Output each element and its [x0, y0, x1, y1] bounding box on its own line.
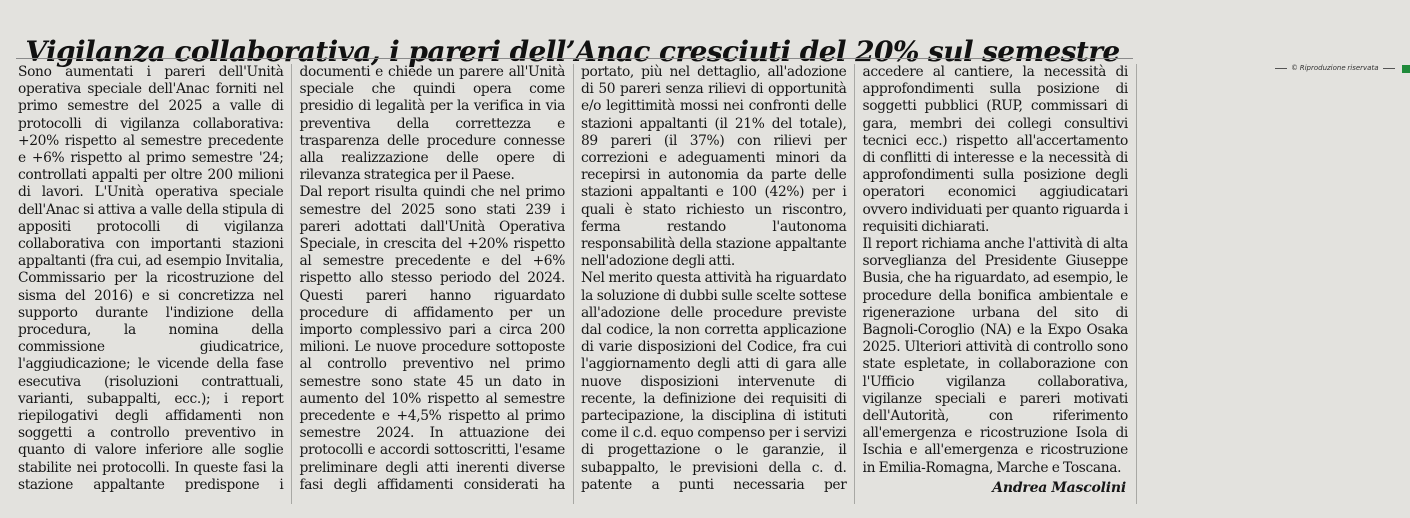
copyright-notice: [1144, 64, 1410, 73]
copyright-text: © Riproduzione riservata: [1290, 64, 1379, 72]
article-paragraph-3: Nel merito questa attività ha riguardato la soluzione di dubbi sulle scelte sottese all'adozione delle procedure previste dal codice, la non corretta applicazione di varie disposizioni del Codice, fra cui l'aggiornamento degli atti di gara alle nuove disposizioni intervenute di recente, la definizione dei requisiti di partecipazione, la disciplina di istituti come il c.d. equo compenso per i servizi di progettazione o le garanzie, il subappalto, le previsioni della c. d. patente a punti necessaria per accedere al cantiere, la necessità di approfondimenti sulla posizione di soggetti pubblici (RUP, commissari di gara, membri dei collegi consultivi tecnici ecc.) rispetto all'accertamento di conflitti di interesse e la necessità di approfondimenti sulla posizione degli operatori economici aggiudicatari ovvero individuati per quanto riguarda i requisiti dichiarati.: [581, 64, 1128, 493]
article-body: [18, 64, 1379, 504]
article-paragraph-2: Dal report risulta quindi che nel primo semestre del 2025 sono stati 239 i pareri adottati dall'Unità Operativa Speciale, in crescita del +20% rispetto al semestre precedente e del +6% rispetto allo stesso periodo del 2024. Questi pareri hanno riguardato procedure di affidamento per un importo complessivo pari a circa 200 milioni. Le nuove procedure sottoposte al controllo preventivo nel primo semestre sono state 45 un dato in aumento del 10% rispetto al semestre precedente e +4,5% rispetto al primo semestre 2024. In attuazione dei protocolli e accordi sottoscritti, l'esame preliminare degli atti inerenti diverse fasi degli affidamenti considerati ha portato, più nel dettaglio, all'adozione di 50 pareri senza rilievi di opportunità e/o legittimità mossi nei confronti delle stazioni appaltanti (il 21% del totale), 89 pareri (il 37%) con rilievi per correzioni e adeguamenti minori da recepirsi in autonomia da parte delle stazioni appaltanti e 100 (42%) per i quali è stato richiesto un riscontro, ferma restando l'autonoma responsabilità della stazione appaltante nell'adozione degli atti.: [299, 64, 847, 493]
copyright-dash: [1275, 68, 1287, 69]
article-headline: Vigilanza collaborativa, i pareri dell’Anac cresciuti del 20% sul semestre: [25, 35, 1120, 69]
article-paragraph-4: Il report richiama anche l'attività di alta sorveglianza del Presidente Giuseppe Busia, che ha riguardato, ad esempio, le procedure della bonifica ambientale e rigenerazione urbana del sito di Bagnoli-Coroglio (NA) e la Expo Osaka 2025. Ulteriori attività di controllo sono state espletate, in collaborazione con l'Ufficio vigilanza collaborativa, vigilanze speciali e pareri motivati dell'Autorità, con riferimento all'emergenza e ricostruzione Isola di Ischia e all'emergenza e ricostruzione in Emilia-Romagna, Marche e Toscana.: [862, 236, 1128, 476]
end-of-article-square-icon: [1402, 65, 1410, 73]
author-signature: Andrea Mascolini: [992, 479, 1126, 496]
copyright-dash-right: [1383, 68, 1395, 69]
headline-divider: [16, 58, 1133, 59]
article-paragraph-1: Sono aumentati i pareri dell'Unità operativa speciale dell'Anac forniti nel primo semestre del 2025 a valle di protocolli di vigilanza collaborativa: +20% rispetto al semestre precedente e +6% rispetto al primo semestre '24; controllati appalti per oltre 200 milioni di lavori. L'Unità operativa speciale dell'Anac si attiva a valle della stipula di appositi protocolli di vigilanza collaborativa con importanti stazioni appaltanti (fra cui, ad esempio Invitalia, Commissario per la ricostruzione del sisma del 2016) e si concretizza nel supporto durante l'indizione della procedura, la nomina della commissione giudicatrice, l'aggiudicazione; le vicende della fase esecutiva (risoluzioni contrattuali, varianti, subappalti, ecc.); i report riepilogativi degli affidamenti non soggetti a controllo preventivo in quanto di valore inferiore alle soglie stabilite nei protocolli. In queste fasi la stazione appaltante predispone i documenti e chiede un parere all'Unità speciale che quindi opera come presidio di legalità per la verifica in via preventiva della correttezza e trasparenza delle procedure connesse alla realizzazione delle opere di rilevanza strategica per il Paese.: [18, 64, 565, 493]
